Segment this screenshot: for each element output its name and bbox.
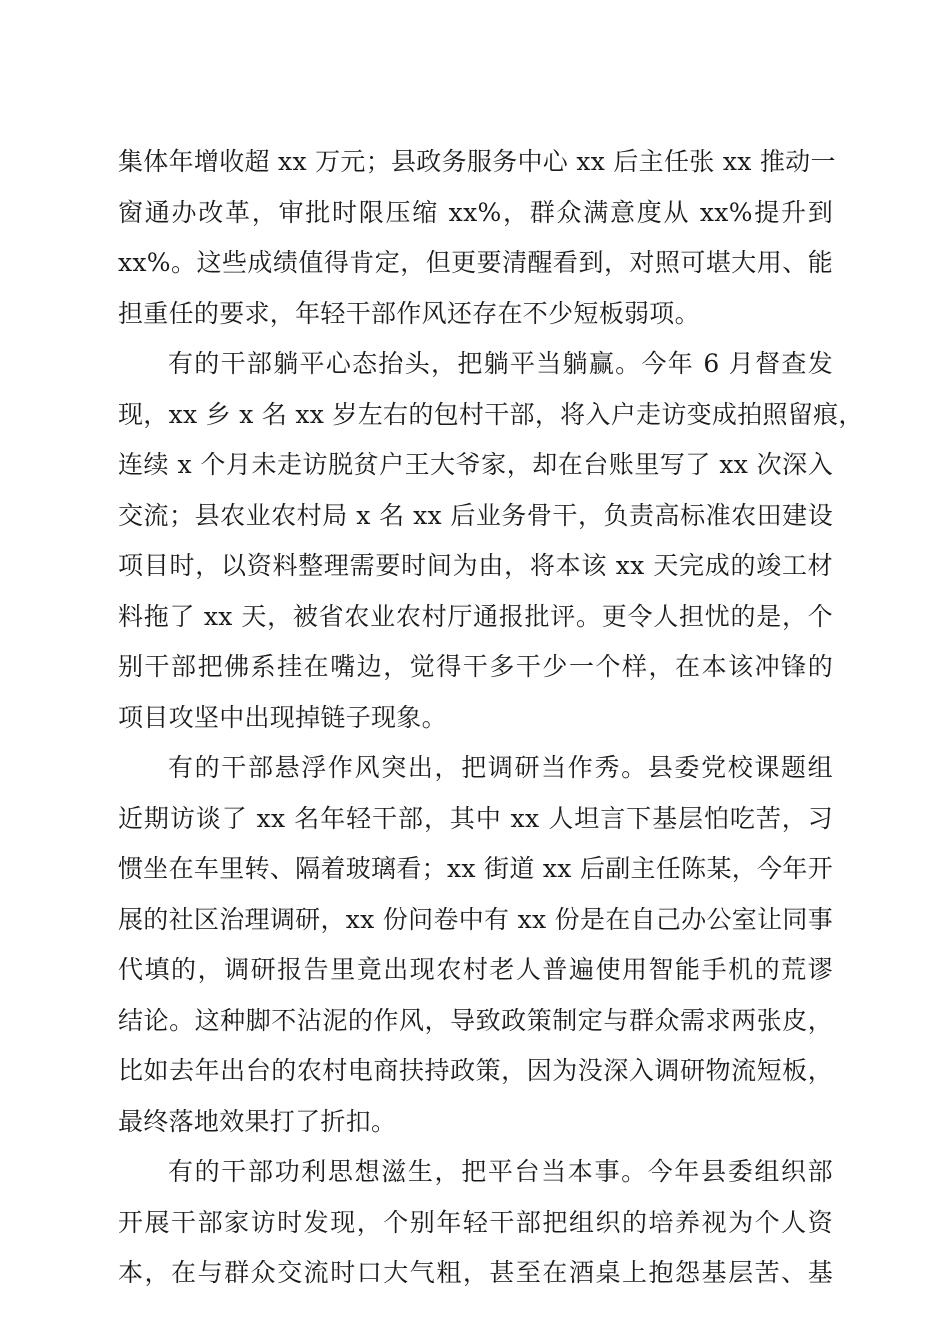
text-line: 有的干部功利思想滋生，把平台当本事。今年县委组织部 xyxy=(168,1157,833,1186)
paragraph-2 xyxy=(118,339,864,743)
text-line: 本，在与群众交流时口大气粗，甚至在酒桌上抱怨基层苦、基 xyxy=(118,1258,833,1287)
text-line: 结论。这种脚不沾泥的作风，导致政策制定与群众需求两张皮， xyxy=(118,1005,833,1035)
text-line: 项目攻坚中出现掉链子现象。 xyxy=(118,702,447,732)
text-line: 比如去年出台的农村电商扶持政策，因为没深入调研物流短板， xyxy=(118,1056,833,1085)
text-line: 开展干部家访时发现，个别年轻干部把组织的培养视为个人资 xyxy=(118,1207,833,1237)
text-line: 有的干部悬浮作风突出，把调研当作秀。县委党校课题组 xyxy=(168,753,833,782)
text-line: 现，xx 乡 x 名 xx 岁左右的包村干部，将入户走访变成拍照留痕， xyxy=(118,399,864,429)
text-line: 展的社区治理调研，xx 份问卷中有 xx 份是在自己办公室让同事 xyxy=(118,904,833,934)
text-line: 集体年增收超 xx 万元；县政务服务中心 xx 后主任张 xx 推动一 xyxy=(118,147,836,176)
document-body xyxy=(118,137,864,1299)
text-line: 担重任的要求，年轻干部作风还存在不少短板弱项。 xyxy=(118,298,700,328)
paragraph-1 xyxy=(118,137,836,339)
paragraph-3 xyxy=(118,743,833,1147)
text-line: xx%。这些成绩值得肯定，但更要清醒看到，对照可堪大用、能 xyxy=(118,248,833,277)
text-line: 有的干部躺平心态抬头，把躺平当躺赢。今年 6 月督查发 xyxy=(168,349,833,378)
text-line: 近期访谈了 xx 名年轻干部，其中 xx 人坦言下基层怕吃苦，习 xyxy=(118,803,833,833)
text-line: 代填的，调研报告里竟出现农村老人普遍使用智能手机的荒谬 xyxy=(118,955,833,984)
text-line: 项目时，以资料整理需要时间为由，将本该 xx 天完成的竣工材 xyxy=(118,551,833,580)
text-line: 最终落地效果打了折扣。 xyxy=(118,1106,397,1136)
text-line: 窗通办改革，审批时限压缩 xx%，群众满意度从 xx%提升到 xyxy=(118,197,833,227)
text-line: 交流；县农业农村局 x 名 xx 后业务骨干，负责高标准农田建设 xyxy=(118,500,833,530)
paragraph-4 xyxy=(118,1147,833,1299)
text-line: 别干部把佛系挂在嘴边，觉得干多干少一个样，在本该冲锋的 xyxy=(118,652,833,681)
text-line: 料拖了 xx 天，被省农业农村厅通报批评。更令人担忧的是，个 xyxy=(118,601,833,631)
text-line: 连续 x 个月未走访脱贫户王大爷家，却在台账里写了 xx 次深入 xyxy=(118,450,833,479)
text-line: 惯坐在车里转、隔着玻璃看；xx 街道 xx 后副主任陈某，今年开 xyxy=(118,854,833,883)
